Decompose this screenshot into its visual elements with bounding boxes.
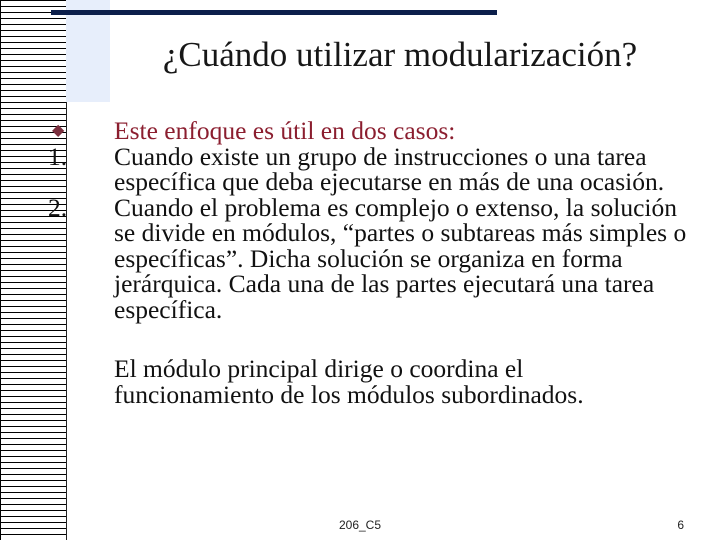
slide-title: ¿Cuándo utilizar modularización? (162, 35, 638, 74)
intro-text: Este enfoque es útil en dos casos: (114, 116, 456, 145)
title-accent-panel (66, 0, 110, 102)
list-item-text: Cuando existe un grupo de instrucciones o una tarea específica que deba ejecutarse en más de una ocasión. (114, 141, 665, 196)
page-number: 6 (677, 518, 684, 532)
slide-body (48, 118, 688, 407)
list-number: 1. (48, 141, 68, 171)
closing-text: El módulo principal dirige o coordina el funcionamiento de los módulos subordinados. (114, 354, 584, 409)
list-item (48, 192, 688, 324)
list-number: 2. (48, 192, 68, 222)
footer-label: 206_C5 (338, 518, 382, 532)
diamond-bullet-icon: ◆ (52, 122, 65, 139)
list-item (48, 141, 688, 196)
intro-bullet (48, 118, 688, 144)
list-item-text: Cuando el problema es complejo o extenso, la solución se divide en módulos, “partes o subtareas más simples o específicas”. Dicha solución se organiza en forma jerárquica. Cada una de las partes ejecutará una tarea específica. (114, 192, 687, 324)
closing-paragraph (48, 356, 688, 407)
top-accent-bar (51, 10, 497, 15)
